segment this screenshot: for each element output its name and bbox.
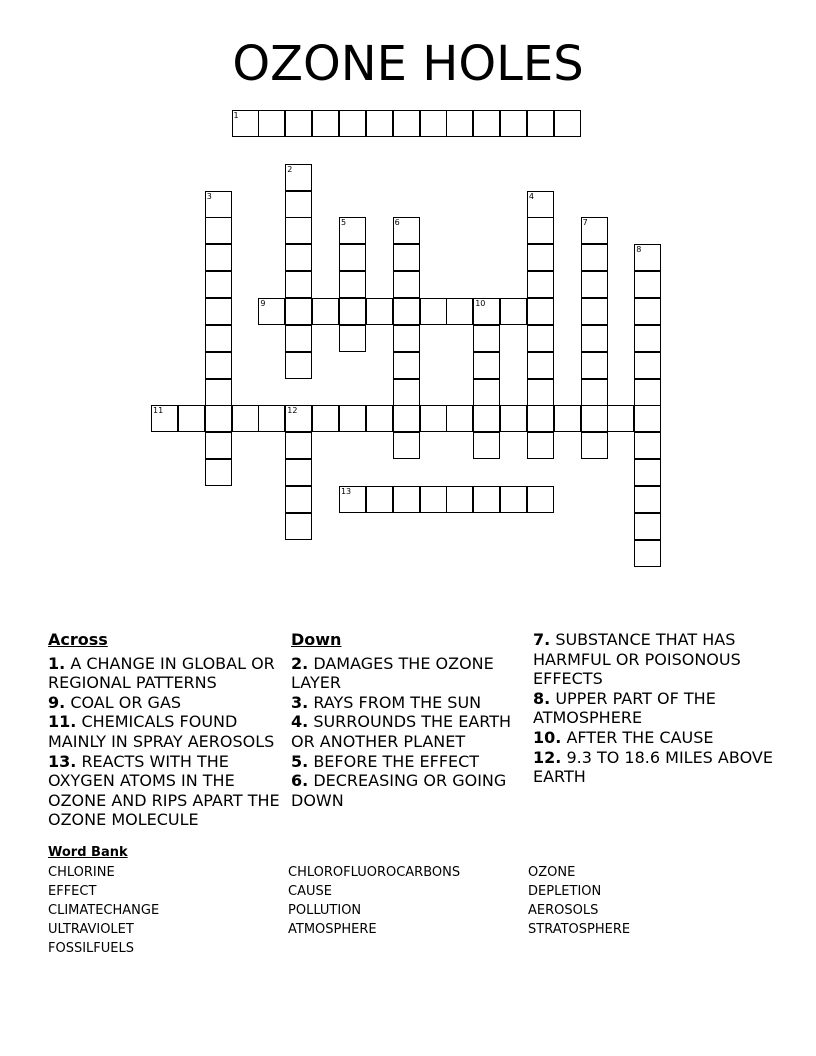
clue-item: [48, 654, 288, 693]
clue-text: CHEMICALS FOUND MAINLY IN SPRAY AEROSOLS: [48, 712, 275, 751]
crossword-cell[interactable]: [393, 352, 420, 379]
crossword-cell[interactable]: [581, 352, 608, 379]
across-clue-list: [48, 654, 288, 830]
clue-number: 9: [260, 298, 266, 308]
crossword-cell[interactable]: [500, 110, 527, 137]
down-heading: Down: [291, 630, 342, 649]
crossword-cell[interactable]: [285, 352, 312, 379]
crossword-cell[interactable]: [312, 298, 339, 325]
clue-text: COAL OR GAS: [70, 692, 182, 712]
clue-number: 2: [287, 164, 293, 174]
crossword-cell[interactable]: [473, 432, 500, 459]
word-bank-item: POLLUTION: [288, 903, 362, 918]
crossword-cell[interactable]: [205, 432, 232, 459]
crossword-cell[interactable]: [634, 432, 661, 459]
crossword-cell[interactable]: [634, 459, 661, 486]
clue-text: 9.3 TO 18.6 MILES ABOVE EARTH: [533, 747, 773, 787]
crossword-cell[interactable]: [527, 405, 554, 432]
crossword-cell[interactable]: [339, 298, 366, 325]
crossword-cell[interactable]: [634, 298, 661, 325]
clue-text: BEFORE THE EFFECT: [313, 751, 480, 771]
crossword-cell[interactable]: [581, 244, 608, 271]
crossword-cell[interactable]: [393, 298, 420, 325]
crossword-cell[interactable]: [581, 325, 608, 352]
crossword-cell[interactable]: [205, 352, 232, 379]
crossword-cell[interactable]: [581, 271, 608, 298]
crossword-cell[interactable]: [554, 405, 581, 432]
clue-text: A CHANGE IN GLOBAL OR REGIONAL PATTERNS: [48, 653, 275, 693]
crossword-cell[interactable]: [500, 405, 527, 432]
word-bank-item: DEPLETION: [528, 884, 602, 899]
page-title: OZONE HOLES: [232, 36, 584, 92]
crossword-cell[interactable]: [634, 352, 661, 379]
crossword-cell[interactable]: [205, 271, 232, 298]
crossword-cell[interactable]: [634, 486, 661, 513]
crossword-cell[interactable]: [285, 191, 312, 218]
crossword-cell[interactable]: [366, 110, 393, 137]
word-bank-item: EFFECT: [48, 884, 97, 899]
down-clue-list-continued: [533, 630, 773, 787]
crossword-cell[interactable]: [285, 432, 312, 459]
crossword-cell[interactable]: [393, 271, 420, 298]
crossword-cell[interactable]: [527, 325, 554, 352]
crossword-cell[interactable]: [527, 379, 554, 406]
crossword-cell[interactable]: [285, 459, 312, 486]
clue-text: UPPER PART OF THE ATMOSPHERE: [533, 688, 716, 728]
crossword-cell[interactable]: [527, 352, 554, 379]
crossword-cell[interactable]: [500, 486, 527, 513]
crossword-cell[interactable]: [232, 405, 259, 432]
crossword-cell[interactable]: [527, 217, 554, 244]
crossword-cell[interactable]: [205, 244, 232, 271]
word-bank-item: ULTRAVIOLET: [48, 922, 134, 937]
crossword-cell[interactable]: [393, 486, 420, 513]
crossword-cell[interactable]: [285, 513, 312, 540]
word-bank-item: STRATOSPHERE: [528, 922, 631, 937]
clue-text: RAYS FROM THE SUN: [313, 692, 482, 712]
clue-number: 13: [340, 486, 352, 496]
crossword-cell[interactable]: [634, 271, 661, 298]
clue-item: [291, 654, 531, 693]
clue-item: [533, 689, 773, 728]
crossword-cell[interactable]: [285, 110, 312, 137]
clue-number: 4: [528, 191, 534, 201]
crossword-cell[interactable]: [634, 405, 661, 432]
clue-text: SURROUNDS THE EARTH OR ANOTHER PLANET: [291, 712, 512, 751]
crossword-cell[interactable]: [258, 405, 285, 432]
down-clue-list: [291, 654, 531, 811]
clue-item: [48, 712, 288, 751]
clue-number: 8.: [533, 688, 551, 708]
crossword-cell[interactable]: [393, 325, 420, 352]
word-bank-item: AEROSOLS: [528, 903, 599, 918]
clue-number: 3.: [291, 692, 309, 712]
clue-number: 10.: [533, 727, 562, 747]
clue-text: SUBSTANCE THAT HAS HARMFUL OR POISONOUS EFFECTS: [533, 630, 741, 689]
clue-number: 6.: [291, 771, 309, 791]
crossword-cell[interactable]: [634, 325, 661, 352]
clue-item: [291, 771, 531, 810]
crossword-cell[interactable]: [205, 405, 232, 432]
clue-number: 1.: [48, 653, 66, 673]
clue-number: 7: [582, 218, 588, 228]
word-bank-column: [48, 863, 159, 958]
crossword-cell[interactable]: [634, 540, 661, 567]
crossword-cell[interactable]: [393, 379, 420, 406]
clue-item: [291, 752, 531, 772]
crossword-cell[interactable]: [205, 217, 232, 244]
crossword-cell[interactable]: [446, 110, 473, 137]
crossword-cell[interactable]: [285, 271, 312, 298]
clue-number: 11.: [48, 712, 77, 732]
crossword-cell[interactable]: [446, 298, 473, 325]
crossword-cell[interactable]: [285, 486, 312, 513]
crossword-cell[interactable]: [312, 110, 339, 137]
crossword-cell[interactable]: [205, 298, 232, 325]
crossword-cell[interactable]: [473, 110, 500, 137]
crossword-cell[interactable]: [258, 110, 285, 137]
clue-number: 13.: [48, 751, 77, 771]
crossword-cell[interactable]: [285, 244, 312, 271]
crossword-cell[interactable]: [473, 352, 500, 379]
crossword-cell[interactable]: [527, 110, 554, 137]
crossword-cell[interactable]: [285, 217, 312, 244]
crossword-cell[interactable]: [312, 405, 339, 432]
clue-number: 8: [636, 245, 642, 255]
crossword-cell[interactable]: [473, 405, 500, 432]
crossword-cell[interactable]: [581, 379, 608, 406]
crossword-cell[interactable]: [554, 110, 581, 137]
crossword-cell[interactable]: [339, 405, 366, 432]
clue-number: 5.: [291, 751, 309, 771]
clue-item: [48, 752, 288, 830]
crossword-cell[interactable]: [393, 110, 420, 137]
down-clues-continued: [533, 630, 773, 787]
word-bank-heading: Word Bank: [48, 845, 128, 860]
clue-item: [291, 712, 531, 751]
crossword-cell[interactable]: [205, 379, 232, 406]
crossword-cell[interactable]: [581, 405, 608, 432]
crossword-cell[interactable]: [285, 325, 312, 352]
crossword-cell[interactable]: [634, 379, 661, 406]
crossword-cell[interactable]: [339, 325, 366, 352]
clue-item: [533, 630, 773, 689]
word-bank-item: CLIMATECHANGE: [48, 903, 160, 918]
crossword-cell[interactable]: [446, 486, 473, 513]
word-bank-item: CAUSE: [288, 884, 332, 899]
down-clues: [291, 630, 531, 810]
clue-number: 10: [475, 298, 486, 308]
clue-number: 11: [153, 406, 164, 416]
clue-text: DAMAGES THE OZONE LAYER: [291, 653, 494, 693]
across-heading: Across: [48, 630, 108, 649]
crossword-cell[interactable]: [366, 486, 393, 513]
crossword-cell[interactable]: [527, 271, 554, 298]
crossword-cell[interactable]: [339, 110, 366, 137]
word-bank-item: CHLOROFLUOROCARBONS: [288, 865, 461, 880]
crossword-cell[interactable]: [285, 298, 312, 325]
crossword-cell[interactable]: [473, 486, 500, 513]
crossword-cell[interactable]: [500, 298, 527, 325]
crossword-cell[interactable]: [527, 244, 554, 271]
word-bank-item: ATMOSPHERE: [288, 922, 377, 937]
clue-item: [533, 748, 773, 787]
word-bank-item: CHLORINE: [48, 865, 115, 880]
clue-item: [533, 728, 773, 748]
crossword-cell[interactable]: [420, 405, 447, 432]
clue-number: 9.: [48, 692, 66, 712]
clue-number: 12: [287, 406, 298, 416]
clue-number: 6: [394, 218, 400, 228]
crossword-cell[interactable]: [393, 432, 420, 459]
word-bank-column: [288, 863, 460, 939]
clue-number: 4.: [291, 712, 309, 732]
clue-text: REACTS WITH THE OXYGEN ATOMS IN THE OZONE AND RIPS APART THE OZONE MOLECULE: [48, 751, 280, 830]
clue-number: 7.: [533, 630, 551, 649]
crossword-cell[interactable]: [178, 405, 205, 432]
crossword-cell[interactable]: [393, 244, 420, 271]
crossword-cell[interactable]: [527, 486, 554, 513]
crossword-cell[interactable]: [446, 405, 473, 432]
crossword-cell[interactable]: [473, 379, 500, 406]
crossword-cell[interactable]: [205, 325, 232, 352]
crossword-cell[interactable]: [420, 486, 447, 513]
crossword-cell[interactable]: [607, 405, 634, 432]
crossword-cell[interactable]: [393, 405, 420, 432]
clue-text: DECREASING OR GOING DOWN: [291, 771, 507, 810]
clue-number: 12.: [533, 747, 562, 767]
crossword-cell[interactable]: [205, 459, 232, 486]
clue-number: 1: [233, 111, 239, 120]
crossword-cell[interactable]: [527, 298, 554, 325]
across-clues: [48, 630, 288, 830]
clue-item: [48, 693, 288, 713]
word-bank-column: [528, 863, 630, 939]
crossword-cell[interactable]: [420, 298, 447, 325]
crossword-cell[interactable]: [634, 513, 661, 540]
crossword-cell[interactable]: [473, 325, 500, 352]
word-bank-item: FOSSILFUELS: [48, 941, 134, 956]
clue-number: 3: [206, 191, 212, 201]
crossword-cell[interactable]: [366, 298, 393, 325]
crossword-cell[interactable]: [366, 405, 393, 432]
word-bank-item: OZONE: [528, 865, 576, 880]
crossword-cell[interactable]: [339, 244, 366, 271]
clue-number: 2.: [291, 653, 309, 673]
crossword-cell[interactable]: [420, 110, 447, 137]
crossword-cell[interactable]: [581, 298, 608, 325]
crossword-cell[interactable]: [527, 432, 554, 459]
clue-text: AFTER THE CAUSE: [566, 727, 714, 747]
clue-number: 5: [340, 218, 347, 228]
clue-item: [291, 693, 531, 713]
crossword-cell[interactable]: [339, 271, 366, 298]
crossword-cell[interactable]: [581, 432, 608, 459]
